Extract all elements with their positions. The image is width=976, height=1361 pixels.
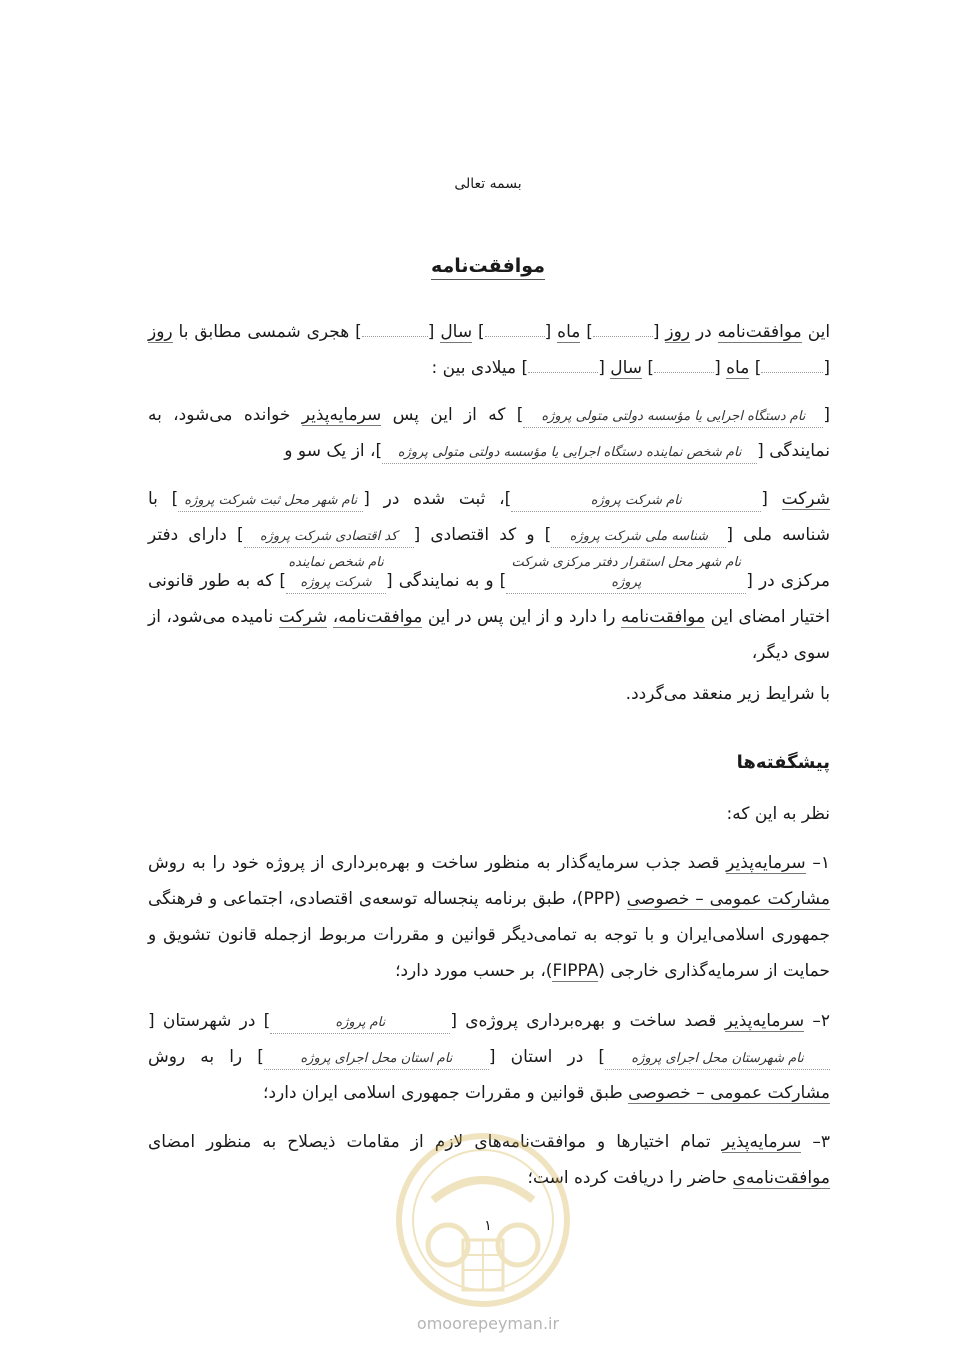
economic-code-field: کد اقتصادی شرکت پروژه xyxy=(244,527,414,548)
month2-blank xyxy=(654,372,714,373)
page-number: ۱ xyxy=(484,1218,492,1234)
preamble-item-3: ۳– سرمایه‌پذیر تمام اختیارها و موافقت‌نامه‌های لازم از مقامات ذیصلاح به منظور امضای موافقت‌نامه‌ی حاضر را دریافت کرده است؛ xyxy=(148,1132,830,1188)
month-blank xyxy=(485,336,545,337)
basmala: بسمه تعالی xyxy=(454,176,522,192)
year2-blank xyxy=(528,372,598,373)
year-blank xyxy=(362,336,428,337)
conclusion-line: با شرایط زیر منعقد می‌گردد. xyxy=(625,684,830,704)
company-representative-field: نام شخص نماینده شرکت پروژه xyxy=(286,553,386,594)
date-paragraph: این موافقت‌نامه در روز [] ماه [] سال [] هجری شمسی مطابق با روز [] ماه [] سال [] میلادی بین : xyxy=(148,322,831,378)
project-company-name-field: نام شرکت پروژه xyxy=(511,491,761,512)
website-watermark: omoorepeyman.ir xyxy=(416,1314,560,1333)
registration-city-field: نام شهر محل ثبت شرکت پروژه xyxy=(178,491,363,512)
day-blank xyxy=(593,336,653,337)
province-field: نام استان محل اجرای پروژه xyxy=(264,1049,489,1070)
head-office-city-field: نام شهر محل استقرار دفتر مرکزی شرکت پروژه xyxy=(506,553,746,594)
day2-blank xyxy=(761,372,823,373)
document-title: موافقت‌نامه xyxy=(0,255,976,277)
investee-paragraph: [نام دستگاه اجرایی یا مؤسسه دولتی متولی پروژه] که از این پس سرمایه‌پذیر خوانده می‌شود، به نمایندگی [نام شخص نماینده دستگاه اجرایی یا مؤسسه دولتی متولی پروژه]، از یک سو و xyxy=(148,397,830,469)
county-field: نام شهرستان محل اجرای پروژه xyxy=(605,1049,830,1070)
preamble-item-1: ۱– سرمایه‌پذیر قصد جذب سرمایه‌گذار به منظور ساخت و بهره‌برداری از پروژه خود را به روش مشارکت عمومی – خصوصی (PPP)، طبق برنامه پنجساله توسعه‌ی اقتصادی، اجتماعی و فرهنگی جمهوری اسلامی‌ایران و با توجه به تمامی‌دیگر قوانین و مقررات مربوط ازجمله قانون تشویق و حمایت از سرمایه‌گذاری خارجی (FIPPA)، بر حسب مورد دارد؛ xyxy=(148,853,830,981)
project-name-field: نام پروژه xyxy=(270,1013,450,1034)
national-id-field: شناسه ملی شرکت پروژه xyxy=(551,527,726,548)
preamble-heading: پیشگفته‌ها xyxy=(736,752,830,773)
company-paragraph: شرکت [نام شرکت پروژه]، ثبت شده در [نام شهر محل ثبت شرکت پروژه] با شناسه ملی [شناسه ملی شرکت پروژه] و کد اقتصادی [کد اقتصادی شرکت پروژه] دارای دفتر مرکزی در [نام شهر محل استقرار دفتر مرکزی شرکت پروژه] و به نمایندگی [نام شخص نماینده شرکت پروژه] که به طور قانونی اختیار امضای این موافقت‌نامه را دارد و از این پس در این موافقت‌نامه، شرکت نامیده می‌شود، از سوی دیگر، xyxy=(148,489,831,663)
agency-representative-field: نام شخص نماینده دستگاه اجرایی یا مؤسسه دولتی متولی پروژه xyxy=(382,443,757,464)
executive-agency-name-field: نام دستگاه اجرایی یا مؤسسه دولتی متولی پروژه xyxy=(523,407,823,428)
preamble-lead: نظر به این که: xyxy=(726,804,830,824)
preamble-item-2: ۲– سرمایه‌پذیر قصد ساخت و بهره‌برداری پروژه‌ی [نام پروژه] در شهرستان [نام شهرستان محل اجرای پروژه] در استان [نام استان محل اجرای پروژه] را به روش مشارکت عمومی – خصوصی طبق قوانین و مقررات جمهوری اسلامی ایران دارد؛ xyxy=(148,1011,831,1103)
